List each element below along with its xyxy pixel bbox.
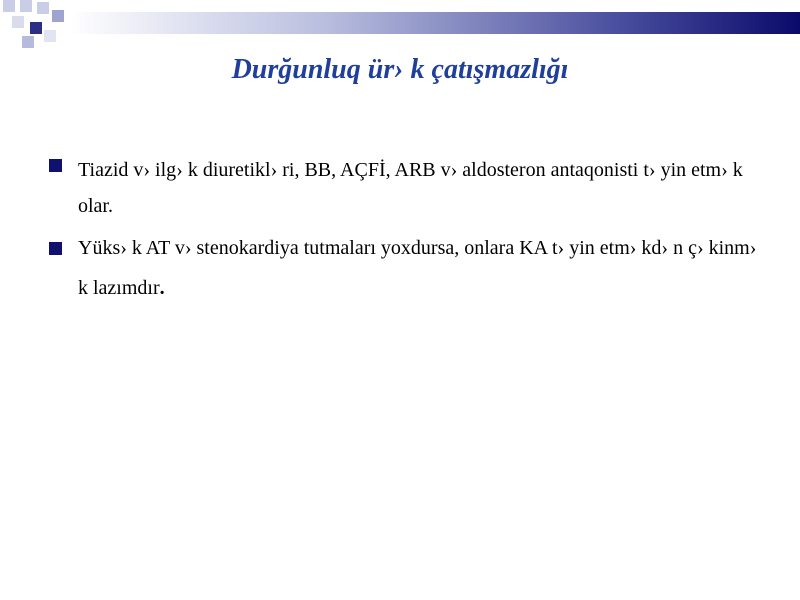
bullet-item <box>46 152 766 224</box>
header-decoration <box>0 0 800 50</box>
bullet-text: Yüks› k AT v› stenokardiya tutmaları yoxdursa, onlara KA t› yin etm› kd› n ç› kinm› k lazımdır <box>78 237 757 299</box>
bullet-end-mark: . <box>159 277 165 299</box>
bullet-text: Tiazid v› ilg› k diuretikl› ri, BB, AÇFİ, ARB v› aldosteron antaqonisti t› yin etm› k olar. <box>78 159 743 217</box>
square-bullet-icon <box>49 159 62 172</box>
bullet-list <box>46 152 766 308</box>
slide-title: Durğunluq ür› k çatışmazlığı <box>231 54 569 85</box>
square-bullet-icon <box>49 242 62 255</box>
header-gradient-band <box>70 12 800 34</box>
header-squares-decoration <box>3 0 64 48</box>
bullet-item <box>46 228 766 308</box>
